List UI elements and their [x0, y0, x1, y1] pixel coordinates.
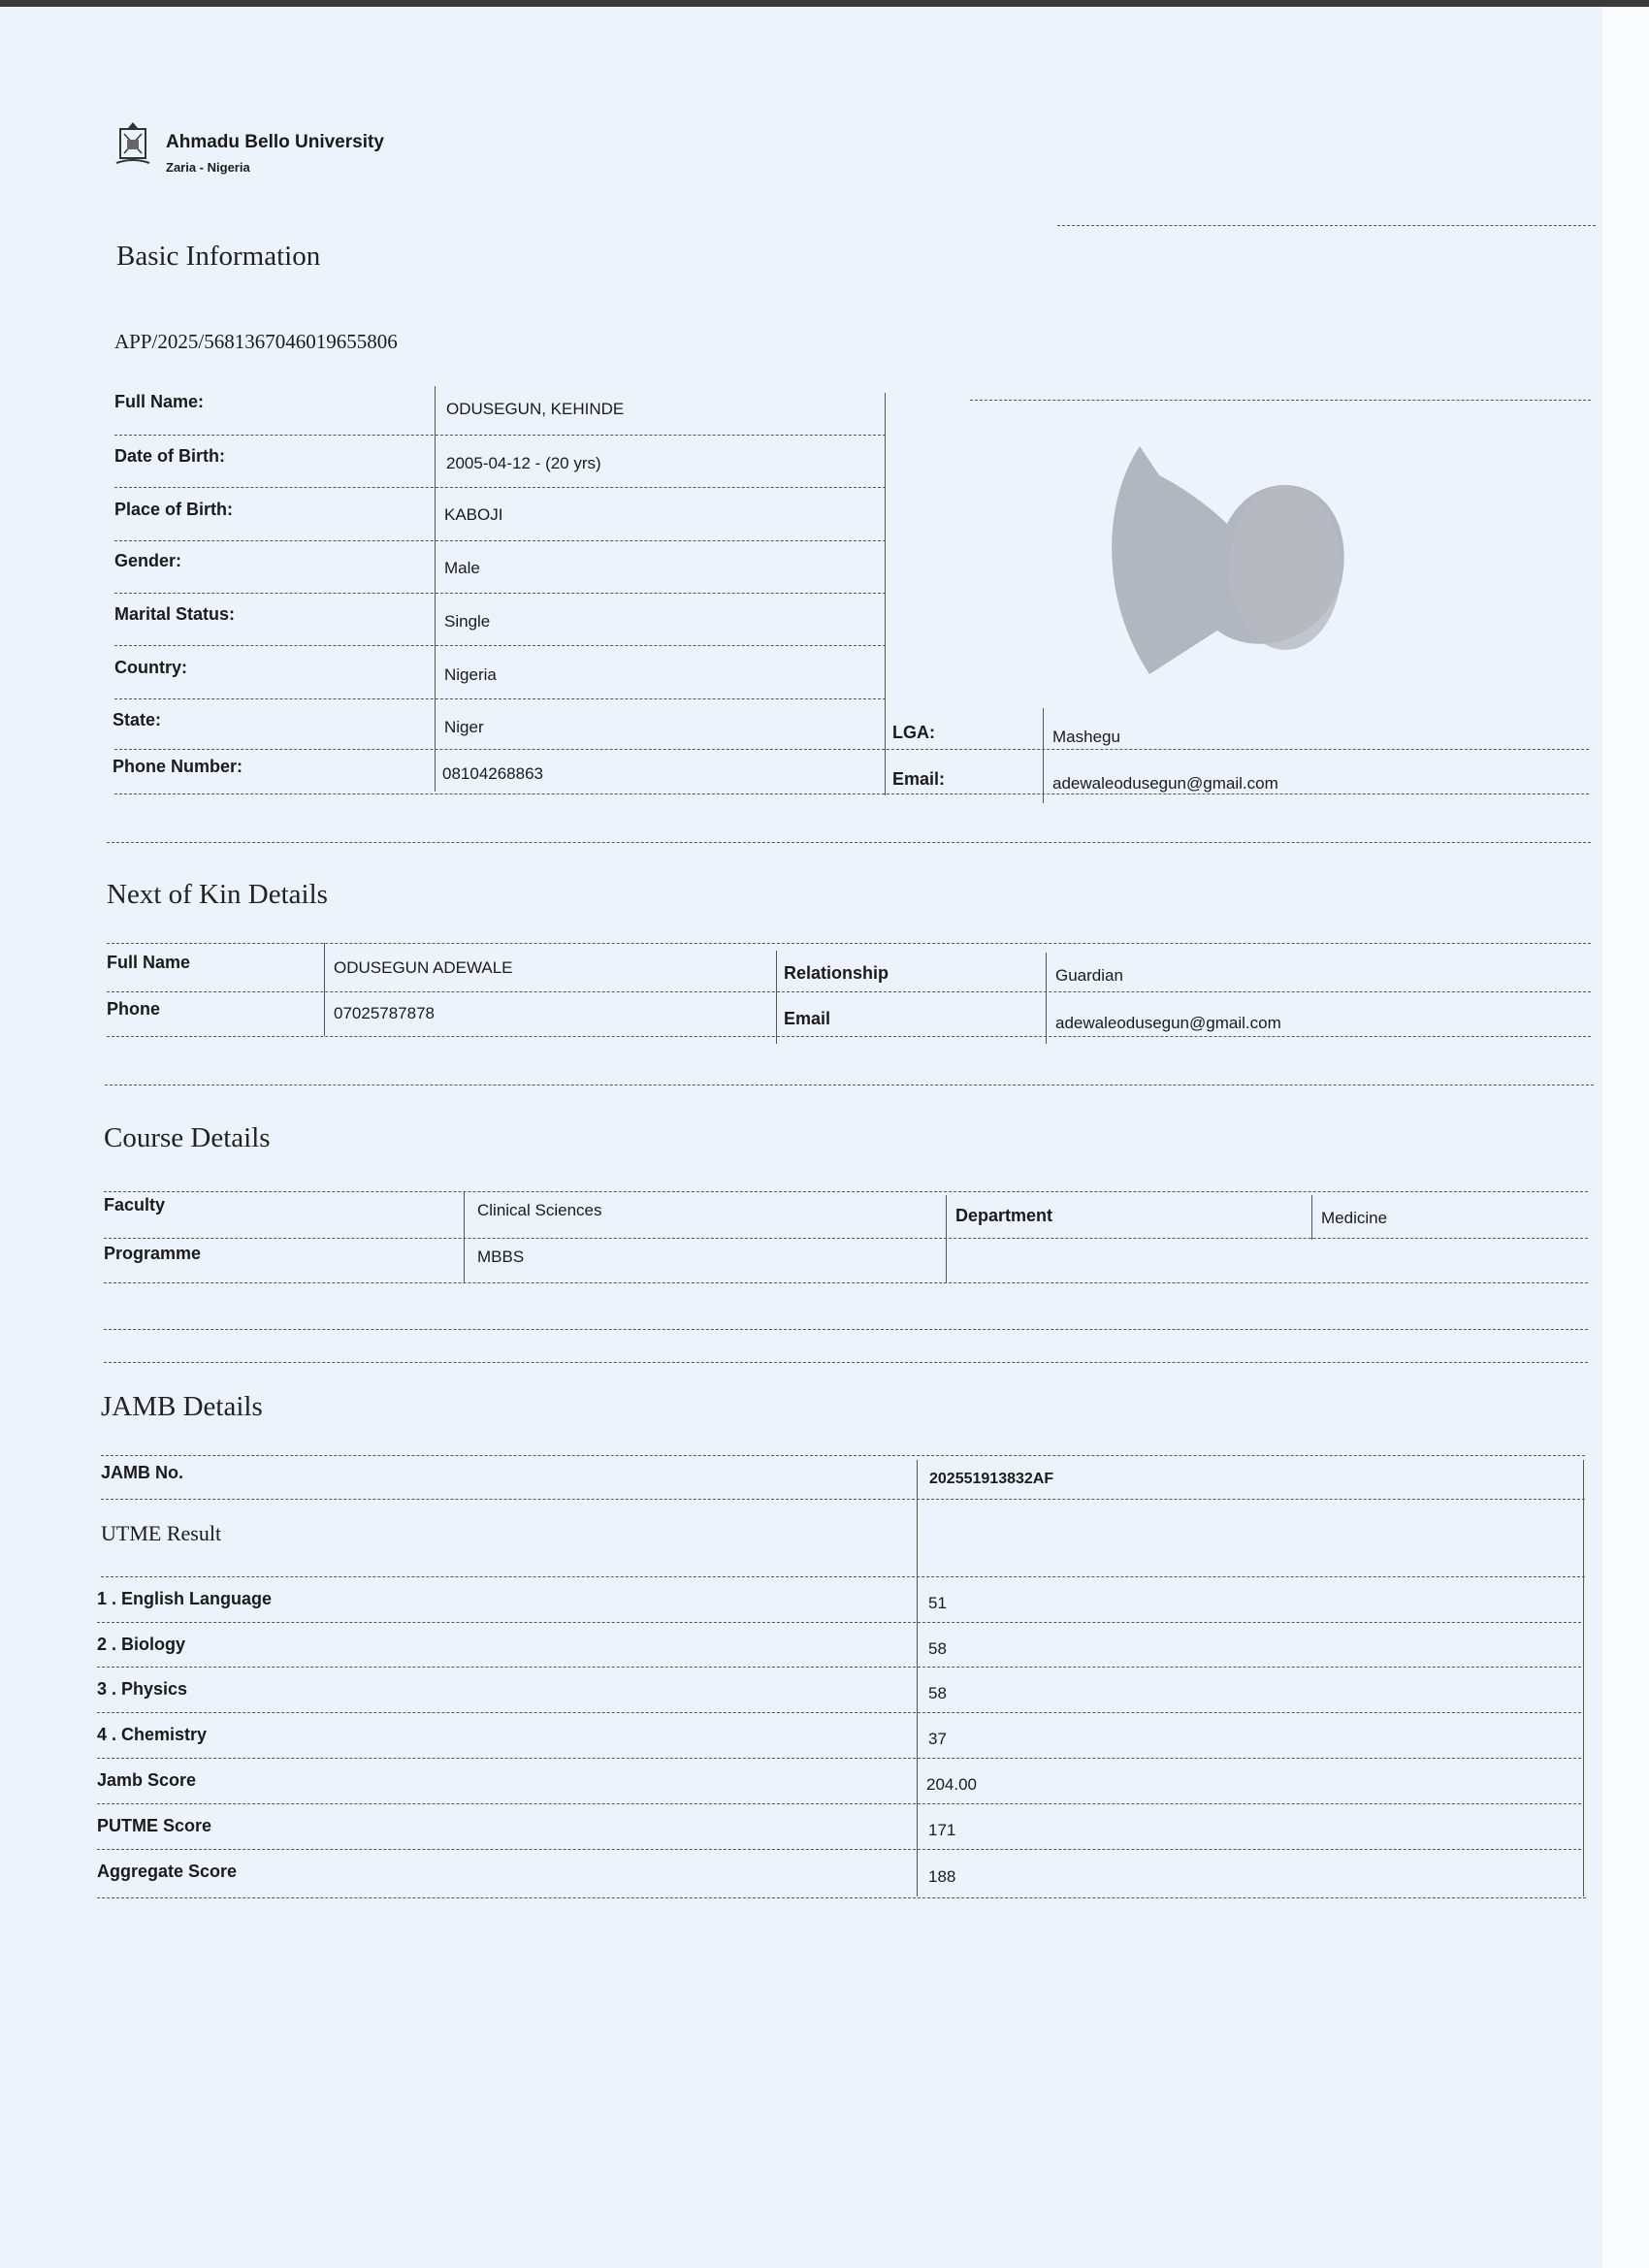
- country-label: Country:: [114, 658, 187, 677]
- row-divider: [114, 435, 886, 436]
- row-divider: [114, 749, 1589, 750]
- kin-full-name-label: Full Name: [107, 953, 191, 972]
- section-divider: [107, 842, 1591, 843]
- applicant-photo: [1091, 427, 1353, 684]
- gender-label: Gender:: [114, 551, 182, 570]
- biology-label: 2 . Biology: [97, 1635, 186, 1654]
- row-divider: [97, 1712, 1581, 1713]
- putme-score-value: 171: [928, 1821, 956, 1839]
- kin-full-name-value: ODUSEGUN ADEWALE: [334, 958, 513, 977]
- dob-value: 2005-04-12 - (20 yrs): [446, 454, 601, 472]
- divider: [917, 1460, 918, 1896]
- row-divider: [104, 1329, 1588, 1330]
- jamb-score-label: Jamb Score: [97, 1770, 197, 1790]
- kin-relationship-value: Guardian: [1055, 966, 1123, 985]
- row-divider: [114, 540, 886, 541]
- programme-label: Programme: [104, 1244, 202, 1263]
- jamb-details-title: JAMB Details: [101, 1391, 263, 1422]
- jamb-number-label: JAMB No.: [101, 1463, 183, 1482]
- row-divider: [1057, 225, 1596, 226]
- department-label: Department: [955, 1206, 1053, 1225]
- divider: [1046, 953, 1047, 1044]
- row-divider: [104, 1282, 1588, 1283]
- programme-value: MBBS: [477, 1247, 525, 1266]
- gender-value: Male: [444, 559, 480, 577]
- phone-number-value: 08104268863: [442, 764, 544, 783]
- row-divider: [104, 1238, 1588, 1239]
- course-details-title: Course Details: [104, 1122, 271, 1153]
- physics-score: 58: [928, 1684, 947, 1702]
- email-label: Email:: [892, 769, 946, 789]
- aggregate-score-value: 188: [928, 1867, 956, 1886]
- kin-phone-value: 07025787878: [334, 1004, 436, 1022]
- full-name-label: Full Name:: [114, 392, 205, 411]
- row-divider: [97, 1849, 1581, 1850]
- university-name: Ahmadu Bello University: [166, 132, 384, 152]
- divider: [324, 943, 325, 1036]
- divider: [435, 386, 436, 792]
- department-value: Medicine: [1321, 1209, 1388, 1227]
- chemistry-label: 4 . Chemistry: [97, 1725, 208, 1744]
- row-divider: [114, 487, 886, 488]
- kin-phone-label: Phone: [107, 999, 161, 1019]
- marital-status-value: Single: [444, 612, 491, 631]
- faculty-value: Clinical Sciences: [477, 1201, 602, 1219]
- row-divider: [107, 943, 1591, 944]
- kin-relationship-label: Relationship: [784, 963, 889, 983]
- jamb-number-value: 202551913832AF: [929, 1471, 1054, 1487]
- chemistry-score: 37: [928, 1730, 947, 1748]
- country-value: Nigeria: [444, 665, 497, 684]
- row-divider: [114, 698, 886, 699]
- putme-score-label: PUTME Score: [97, 1816, 212, 1835]
- university-location: Zaria - Nigeria: [166, 160, 250, 175]
- lga-value: Mashegu: [1052, 728, 1120, 746]
- row-divider: [97, 1667, 1581, 1668]
- kin-email-value: adewaleodusegun@gmail.com: [1055, 1014, 1281, 1032]
- row-divider: [107, 1036, 1591, 1037]
- state-value: Niger: [444, 718, 484, 736]
- row-divider: [97, 1803, 1581, 1804]
- physics-label: 3 . Physics: [97, 1679, 188, 1699]
- divider: [464, 1191, 465, 1282]
- row-divider: [104, 1191, 1588, 1192]
- scan-top-edge: [0, 0, 1649, 7]
- university-crest-icon: [114, 120, 151, 169]
- row-divider: [970, 400, 1591, 401]
- state-label: State:: [113, 710, 162, 729]
- row-divider: [101, 1576, 1585, 1577]
- aggregate-score-label: Aggregate Score: [97, 1862, 238, 1881]
- marital-status-label: Marital Status:: [114, 604, 236, 624]
- english-label: 1 . English Language: [97, 1589, 273, 1608]
- basic-info-title: Basic Information: [116, 241, 321, 272]
- section-divider: [104, 1362, 1588, 1363]
- row-divider: [97, 1897, 1586, 1898]
- scan-edge: [1602, 0, 1649, 2268]
- application-id: APP/2025/5681367046019655806: [114, 330, 398, 353]
- row-divider: [97, 1758, 1581, 1759]
- dob-label: Date of Birth:: [114, 446, 225, 466]
- row-divider: [101, 1455, 1585, 1456]
- divider: [1311, 1195, 1312, 1240]
- divider: [946, 1195, 947, 1282]
- row-divider: [97, 1622, 1581, 1623]
- phone-number-label: Phone Number:: [113, 757, 243, 776]
- next-of-kin-title: Next of Kin Details: [107, 879, 328, 910]
- full-name-value: ODUSEGUN, KEHINDE: [446, 400, 625, 418]
- row-divider: [114, 645, 886, 646]
- row-divider: [114, 593, 886, 594]
- english-score: 51: [928, 1594, 947, 1612]
- divider: [885, 393, 886, 795]
- faculty-label: Faculty: [104, 1195, 166, 1215]
- place-of-birth-label: Place of Birth:: [114, 500, 234, 519]
- biology-score: 58: [928, 1639, 947, 1658]
- divider: [1043, 708, 1044, 803]
- place-of-birth-value: KABOJI: [444, 505, 503, 524]
- email-value: adewaleodusegun@gmail.com: [1052, 774, 1278, 793]
- lga-label: LGA:: [892, 723, 935, 742]
- kin-email-label: Email: [784, 1009, 831, 1028]
- divider: [776, 951, 777, 1044]
- jamb-score-value: 204.00: [926, 1775, 977, 1794]
- row-divider: [107, 991, 1591, 992]
- row-divider: [101, 1499, 1585, 1500]
- utme-result-title: UTME Result: [101, 1521, 222, 1545]
- divider: [1583, 1460, 1584, 1896]
